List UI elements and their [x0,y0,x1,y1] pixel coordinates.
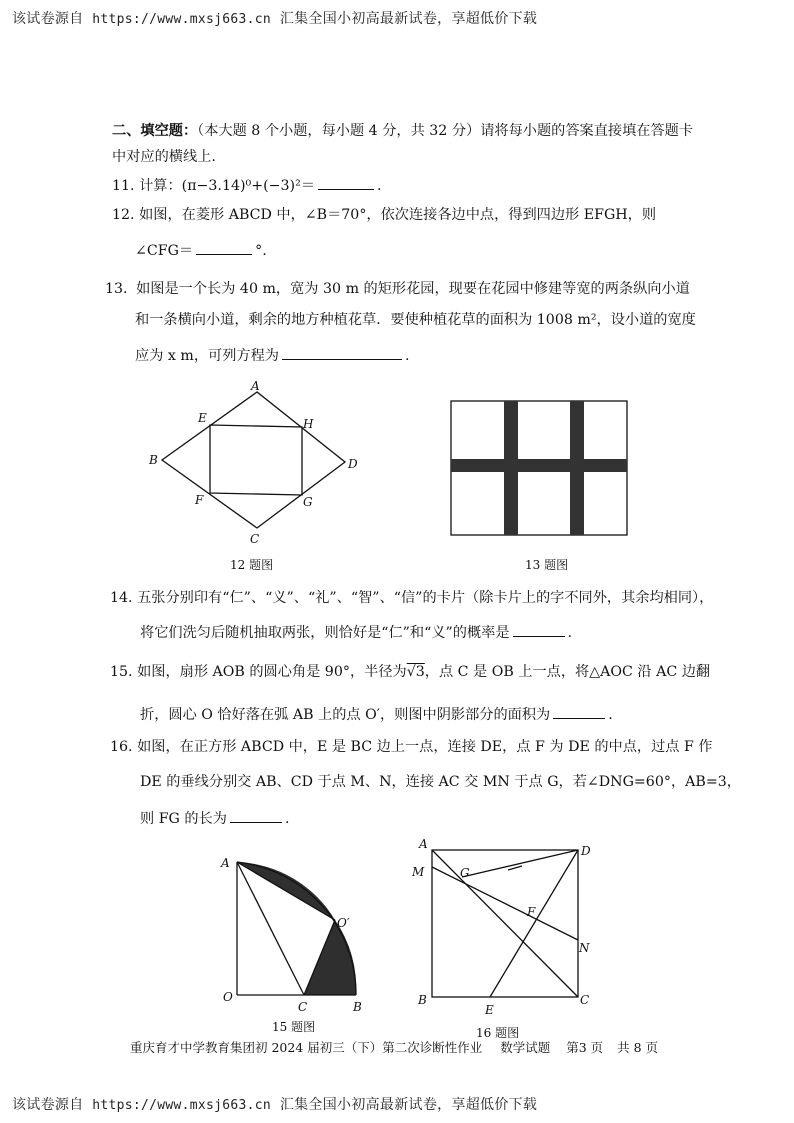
fig12-label-b: B [149,453,158,467]
section-heading [112,122,693,140]
bottom-banner-url-link[interactable]: https://www.mxsj663.cn [92,1098,272,1113]
rectangle-efgh [210,425,302,495]
figure-12-caption: 12 题图 [230,558,274,572]
q16-end: . [284,811,290,827]
q16-line3: 则 FG 的长为 [140,811,227,827]
question-13-line2 [135,311,696,329]
footer-page: 第3 页 [566,1040,604,1055]
question-12-line2 [135,240,267,260]
q16-line2: DE 的垂线分别交 AB、CD 于点 M、N，连接 AC 交 MN 于点 G，若∠DNG=60°，AB=3， [140,774,741,790]
q16-answer-blank[interactable] [230,808,282,823]
segment-gd [462,850,578,877]
fig16-label-c: C [580,993,590,1007]
q13-answer-blank[interactable] [282,345,402,360]
q11-number: 11. [112,178,135,194]
q14-end: . [567,625,573,641]
q15-line1a: 如图，扇形 AOB 的圆心角是 90°，半径为 [137,664,407,680]
q13-end: . [404,348,410,364]
q13-line3: 应为 x m，可列方程为 [135,348,279,364]
fig15-label-b: B [353,1000,362,1014]
horizontal-path [451,459,627,472]
figure-12-rhombus [140,378,380,548]
banner-promo-text: 汇集全国小初高最新试卷，享超低价下载 [279,11,538,27]
fig12-label-h: H [303,417,314,431]
question-13-line3 [135,345,410,365]
segment-mn [432,867,578,940]
question-16 [110,738,713,756]
q15-number: 15. [110,664,133,680]
fig12-label-e: E [198,411,207,425]
bottom-banner-source-text: 该试卷源自 [12,1097,84,1113]
fig16-label-a: A [419,837,428,851]
fig16-label-m: M [412,865,425,879]
fig12-label-d: D [348,457,358,471]
segment-ac [432,850,578,997]
figure-15-caption: 15 题图 [272,1020,316,1034]
section-instruction-2: 中对应的横线上. [112,149,216,165]
q14-number: 14. [110,590,133,606]
fig12-label-f: F [195,493,204,507]
figure-16-square [405,835,605,1020]
question-11 [112,175,381,195]
q15-line2: 折，圆心 O 恰好落在弧 AB 上的点 O′，则图中阴影部分的面积为 [140,707,551,723]
q15-end: . [608,707,613,723]
fig15-label-a: A [221,856,230,870]
q13-line1: 如图是一个长为 40 m，宽为 30 m 的矩形花园，现要在花园中修建等宽的两条纵向小道 [136,281,690,297]
fig16-label-b: B [418,993,427,1007]
footer-total: 共 8 页 [617,1040,659,1055]
question-14-line2 [140,622,572,642]
q11-answer-blank[interactable] [318,175,374,190]
banner-source-text: 该试卷源自 [12,11,84,27]
footer-subject: 数学试题 [500,1040,551,1055]
question-15-line2 [140,704,613,724]
q12-number: 12. [112,207,135,223]
figure-16-caption: 16 题图 [476,1026,520,1040]
fig16-label-g: G [460,866,470,880]
q12-end: °. [255,243,267,259]
fig12-label-a: A [251,379,260,393]
figure-13-caption: 13 题图 [525,558,569,572]
fig15-label-o: O [223,990,233,1004]
fig16-label-f: F [527,905,536,919]
q15-line1b: ，点 C 是 OB 上一点，将△AOC 沿 AC 边翻 [424,664,711,680]
q14-line1: 五张分别印有“仁”、“义”、“礼”、“智”、“信”的卡片（除卡片上的字不同外，其余均相同）， [137,590,714,606]
top-banner [12,8,537,28]
q14-line2: 将它们洗匀后随机抽取两张，则恰好是“仁”和“义”的概率是 [140,625,510,641]
fig16-label-n: N [579,941,590,955]
figure-15-sector [215,845,380,1020]
fig12-label-g: G [303,495,313,509]
fig16-label-e: E [485,1003,494,1017]
fig16-label-d: D [581,844,591,858]
question-13 [105,280,690,298]
question-15 [110,663,710,681]
q16-line1: 如图，在正方形 ABCD 中，E 是 BC 边上一点，连接 DE，点 F 为 DE 的中点，过点 F 作 [137,739,713,755]
q16-number: 16. [110,739,133,755]
banner-url-link[interactable]: https://www.mxsj663.cn [92,12,272,27]
q13-number: 13. [105,281,128,297]
page-footer [130,1038,658,1056]
question-16-line3 [140,808,289,828]
section-title: 二、填空题： [112,123,198,139]
section-instruction-1: （本大题 8 个小题，每小题 4 分，共 32 分）请将每小题的答案直接填在答题卡 [197,123,694,139]
footer-school: 重庆育才中学教育集团初 2024 届初三（下）第二次诊断性作业 [130,1040,483,1055]
q12-line1: 如图，在菱形 ABCD 中，∠B＝70°，依次连接各边中点，得到四边形 EFGH，则 [139,207,657,223]
q11-end: . [376,178,382,194]
rhombus-abcd [162,392,345,528]
stray-mark [508,866,522,870]
fig12-label-c: C [250,532,260,546]
q15-answer-blank[interactable] [553,704,605,719]
section-instruction-2-line [112,148,216,166]
segment-de [490,850,578,997]
bottom-banner-promo-text: 汇集全国小初高最新试卷，享超低价下载 [279,1097,538,1113]
question-16-line2 [140,773,741,791]
fig15-label-c: C [298,1000,308,1014]
q12-answer-blank[interactable] [196,240,252,255]
q11-text: 计算：(π−3.14)⁰+(−3)²＝ [139,178,315,194]
q15-sqrt: √3 [406,664,425,680]
q13-line2: 和一条横向小道，剩余的地方种植花草．要使种植花草的面积为 1008 m²，设小道的宽度 [135,312,696,328]
figure-13-garden [450,400,630,538]
q12-line2: ∠CFG＝ [135,243,194,259]
question-12 [112,206,656,224]
question-14 [110,589,713,607]
bottom-banner [12,1094,537,1114]
fig15-label-o-prime: O′ [337,916,350,930]
q14-answer-blank[interactable] [513,622,565,637]
